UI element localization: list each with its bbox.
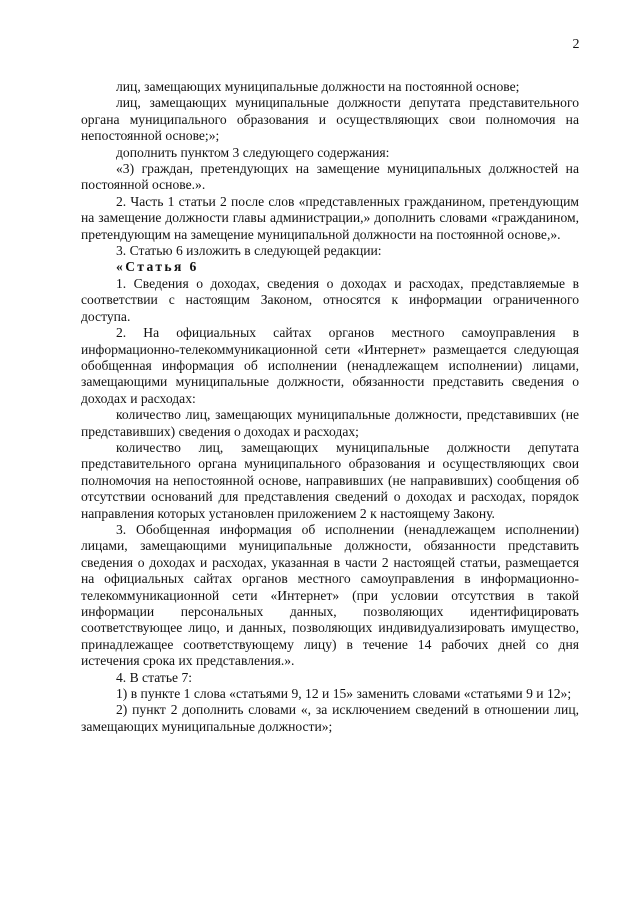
paragraph-13: 4. В статье 7: [116, 669, 193, 685]
paragraph-5: 2. Часть 1 статьи 2 после слов «представленных гражданином, претендующим на замещение должности главы администрации,» дополнить словами «гражданином, претендующим на замещение муниципальной должности на постоянной основе,». [81, 193, 579, 242]
article-heading: «Статья 6 [116, 259, 199, 275]
paragraph-3: дополнить пунктом 3 следующего содержания: [116, 144, 390, 160]
paragraph-8: 1. Сведения о доходах, сведения о доходах и расходах, представляемые в соответствии с настоящим Законом, относятся к информации ограниченного доступа. [81, 275, 579, 324]
paragraph-15: 2) пункт 2 дополнить словами «, за исключением сведений в отношении лиц, замещающих муниципальные должности»; [81, 702, 579, 734]
paragraph-10: количество лиц, замещающих муниципальные должности, представивших (не представивших) сведения о доходах и расходах; [81, 407, 579, 439]
paragraph-6: 3. Статью 6 изложить в следующей редакции: [116, 243, 382, 259]
page-number: 2 [572, 37, 580, 52]
paragraph-2: лиц, замещающих муниципальные должности депутата представительного органа муниципального образования и осуществляющих свои полномочия на непостоянной основе;»; [81, 95, 579, 144]
document-body [81, 79, 579, 735]
paragraph-1: лиц, замещающих муниципальные должности на постоянной основе; [116, 79, 520, 94]
paragraph-14: 1) в пункте 1 слова «статьями 9, 12 и 15» заменить словами «статьями 9 и 12»; [116, 686, 572, 702]
paragraph-9: 2. На официальных сайтах органов местного самоуправления в информационно-телекоммуникационной сети «Интернет» размещается следующая обобщенная информация об исполнении (ненадлежащем исполнении) лицами, замещающими муниципальные должности, обязанности представить сведения о доходах и расходах: [81, 325, 579, 406]
paragraph-11: количество лиц, замещающих муниципальные должности депутата представительного органа муниципального образования и осуществляющих свои полномочия на непостоянной основе, направивших (не направивших) сообщения об отсутствии оснований для представления сведений о доходах и расходах, порядок направления которых установлен приложением 2 к настоящему Закону. [81, 439, 579, 521]
paragraph-12: 3. Обобщенная информация об исполнении (ненадлежащем исполнении) лицами, замещающими муниципальные должности, обязанности представить сведения о доходах и расходах, указанная в части 2 настоящей статьи, размещается на официальных сайтах органов местного самоуправления в информационно-телекоммуникационной сети «Интернет» (при условии отсутствия в такой информации персональных данных, позволяющих идентифицировать соответствующее лицо, и данных, позволяющих индивидуализировать имущество, принадлежащее соответствующему лицу) в течение 14 рабочих дней со дня истечения срока их представления.». [81, 521, 579, 669]
paragraph-4: «3) граждан, претендующих на замещение муниципальных должностей на постоянной основе.». [81, 161, 579, 193]
